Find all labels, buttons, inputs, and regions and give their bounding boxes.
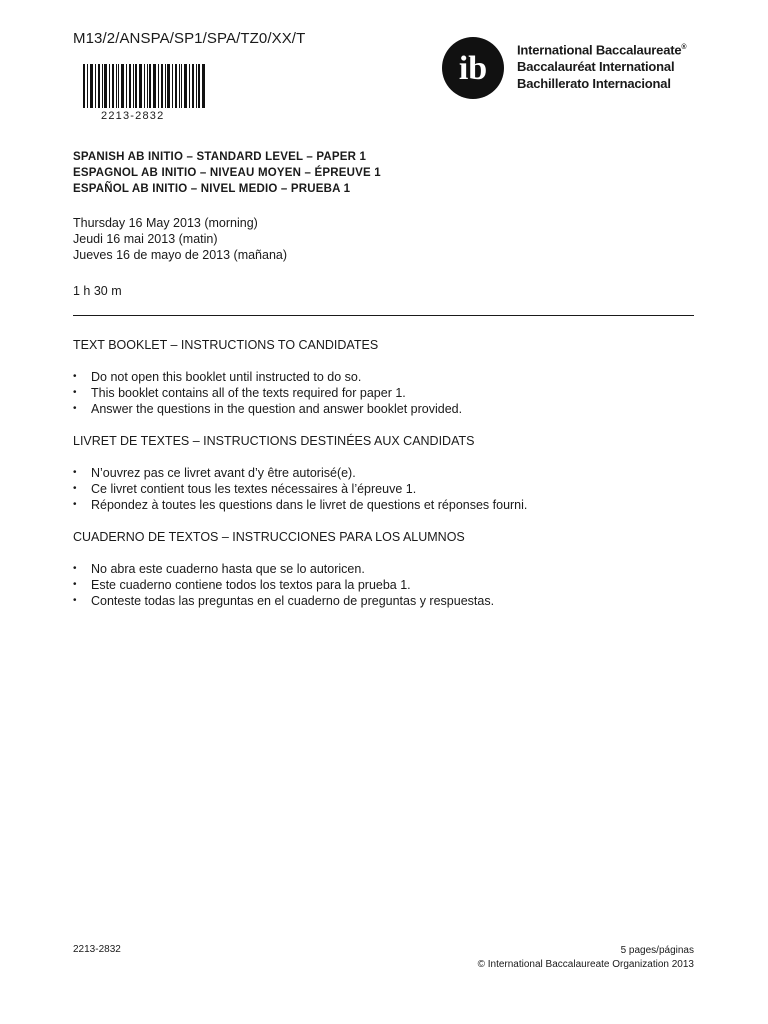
ib-logo-icon xyxy=(440,34,508,102)
list-item: • This booklet contains all of the texts required for paper 1. xyxy=(73,385,703,401)
section-heading: TEXT BOOKLET – INSTRUCTIONS TO CANDIDATES xyxy=(73,338,379,352)
list-item: • Answer the questions in the question and answer booklet provided. xyxy=(73,401,703,417)
logo-line-fr: Baccalauréat International xyxy=(517,59,675,75)
instructions-spanish xyxy=(73,529,703,609)
title-fr: ESPAGNOL AB INITIO – NIVEAU MOYEN – ÉPREUVE 1 xyxy=(73,167,381,179)
instruction-list xyxy=(73,561,703,609)
footer-code: 2213-2832 xyxy=(73,944,121,955)
barcode-graphic xyxy=(83,64,205,108)
list-item: • Conteste todas las preguntas en el cuaderno de preguntas y respuestas. xyxy=(73,593,703,609)
paper-titles xyxy=(73,149,381,197)
exam-dates xyxy=(73,215,287,263)
exam-duration: 1 h 30 m xyxy=(73,284,122,298)
list-item: • Répondez à toutes les questions dans le livret de questions et réponses fourni. xyxy=(73,497,703,513)
ib-logo-wordmark xyxy=(517,39,686,92)
date-fr: Jeudi 16 mai 2013 (matin) xyxy=(73,232,218,246)
list-item: • N’ouvrez pas ce livret avant d’y être autorisé(e). xyxy=(73,465,703,481)
barcode-number: 2213-2832 xyxy=(101,110,165,122)
ib-logo xyxy=(440,34,702,102)
instruction-list xyxy=(73,465,703,513)
divider xyxy=(73,315,694,316)
list-item: • Este cuaderno contiene todos los textos para la prueba 1. xyxy=(73,577,703,593)
copyright: © International Baccalaureate Organization 2013 xyxy=(477,959,694,970)
instructions-english xyxy=(73,337,703,417)
document-code: M13/2/ANSPA/SP1/SPA/TZ0/XX/T xyxy=(73,30,306,47)
list-item: • No abra este cuaderno hasta que se lo autoricen. xyxy=(73,561,703,577)
title-en: SPANISH AB INITIO – STANDARD LEVEL – PAPER 1 xyxy=(73,151,367,163)
list-item: • Ce livret contient tous les textes nécessaires à l’épreuve 1. xyxy=(73,481,703,497)
ib-logo-mark-text: ib xyxy=(458,50,488,87)
barcode xyxy=(83,64,205,122)
section-heading: LIVRET DE TEXTES – INSTRUCTIONS DESTINÉES AUX CANDIDATS xyxy=(73,434,475,448)
page-count: 5 pages/páginas xyxy=(620,945,694,956)
instructions-french xyxy=(73,433,703,513)
logo-line-en: International Baccalaureate xyxy=(517,42,682,58)
footer-info xyxy=(478,944,694,972)
title-es: ESPAÑOL AB INITIO – NIVEL MEDIO – PRUEBA 1 xyxy=(73,183,351,195)
list-item: • Do not open this booklet until instructed to do so. xyxy=(73,369,703,385)
registered-mark: ® xyxy=(681,44,687,51)
instruction-list xyxy=(73,369,703,417)
logo-line-es: Bachillerato Internacional xyxy=(517,76,671,92)
date-en: Thursday 16 May 2013 (morning) xyxy=(73,216,258,230)
section-heading: CUADERNO DE TEXTOS – INSTRUCCIONES PARA LOS ALUMNOS xyxy=(73,530,465,544)
date-es: Jueves 16 de mayo de 2013 (mañana) xyxy=(73,248,288,262)
